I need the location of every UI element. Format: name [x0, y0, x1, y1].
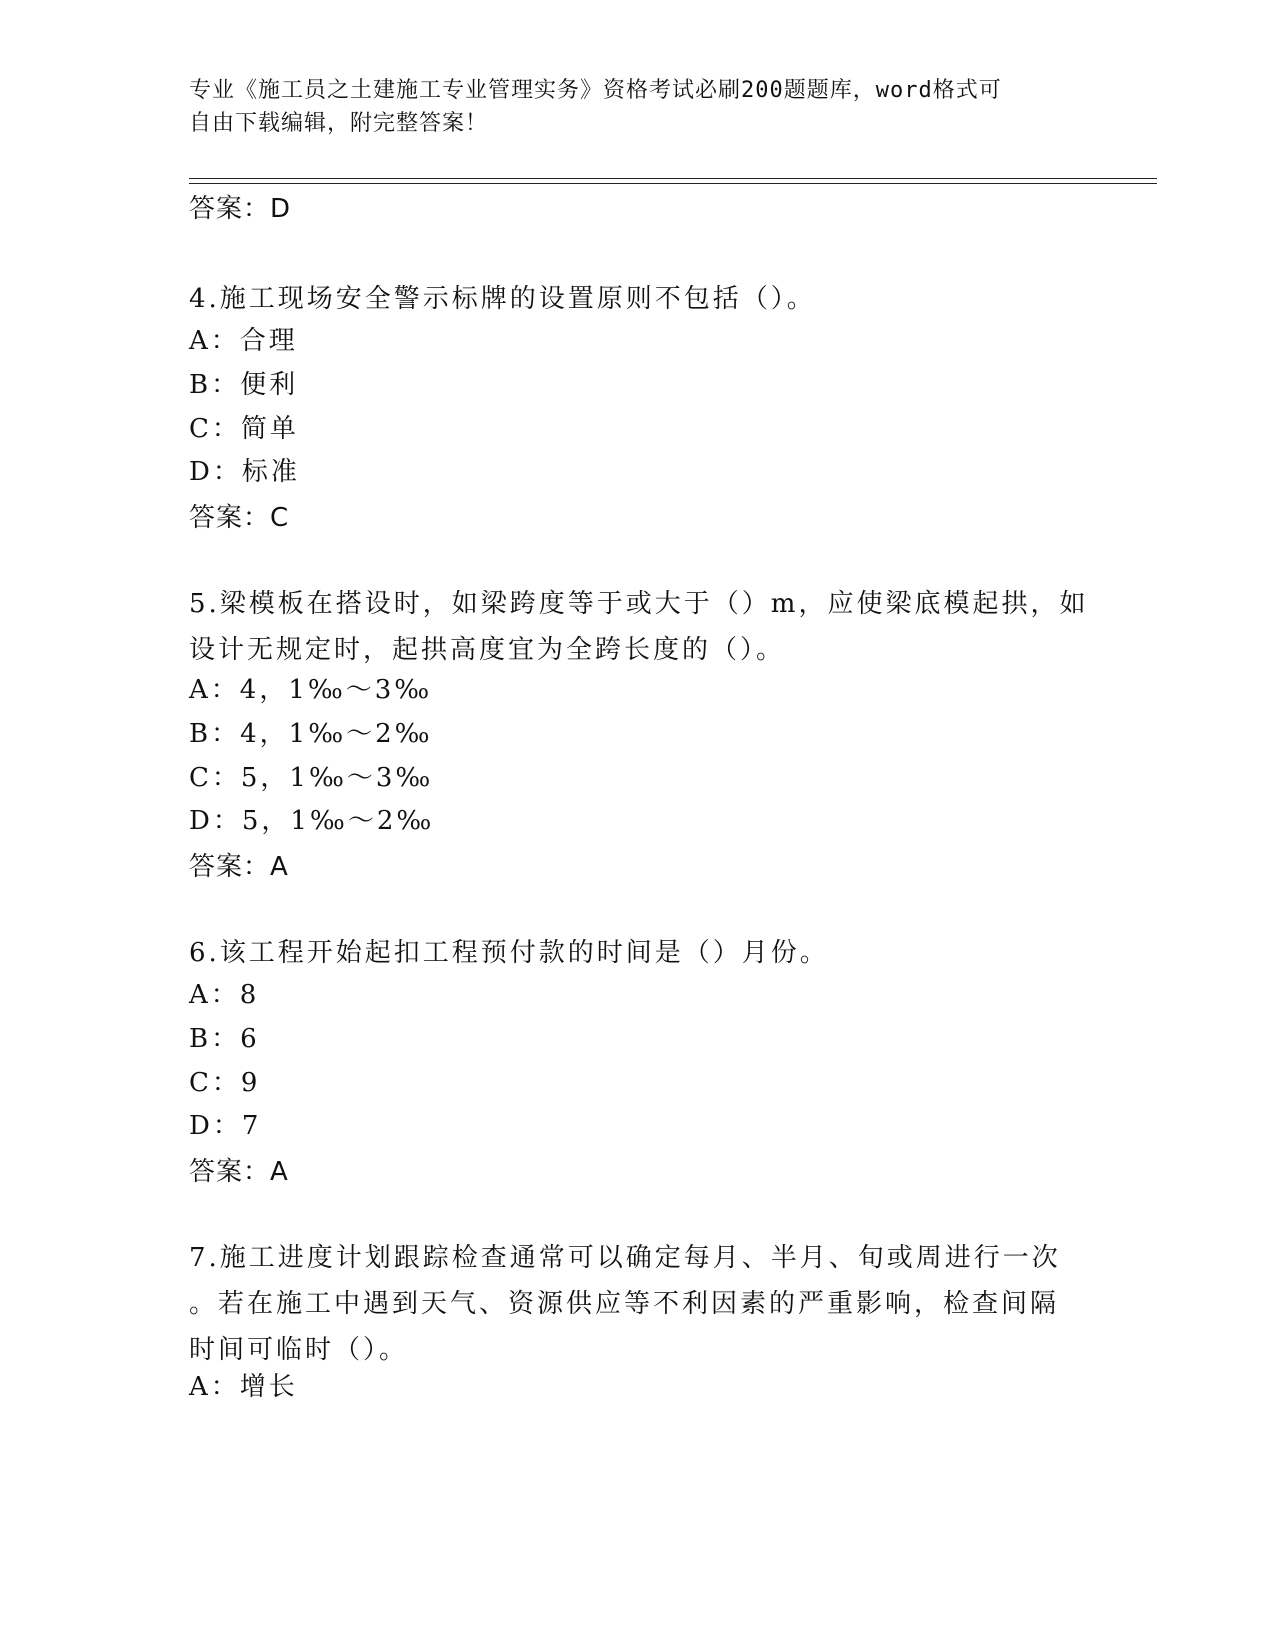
- question-6-option-c: C：9: [189, 1068, 261, 1098]
- header-line-2: 自由下载编辑，附完整答案！: [189, 111, 489, 136]
- question-4-option-b: B：便利: [189, 370, 299, 400]
- document-header: [189, 74, 1069, 140]
- question-6-line-1: 6.该工程开始起扣工程预付款的时间是（）月份。: [189, 938, 829, 968]
- question-7-text: [189, 1235, 1089, 1373]
- question-5-option-d: D：5，1‰～2‰: [189, 806, 435, 836]
- question-5-option-a: A：4，1‰～3‰: [189, 675, 433, 705]
- header-line-1: 专业《施工员之土建施工专业管理实务》资格考试必刷200题题库，word格式可: [189, 78, 1002, 103]
- question-4-option-c: C：简单: [189, 414, 299, 444]
- question-6-option-a: A：8: [189, 980, 260, 1010]
- question-5-answer: 答案：A: [189, 852, 289, 882]
- header-rule-top: [189, 178, 1157, 179]
- question-6-option-d: D：7: [189, 1111, 262, 1141]
- question-4-line-1: 4.施工现场安全警示标牌的设置原则不包括（）。: [189, 284, 816, 314]
- question-7-line-1: 7.施工进度计划跟踪检查通常可以确定每月、半月、旬或周进行一次: [189, 1243, 1061, 1273]
- question-4-answer: 答案：C: [189, 503, 290, 533]
- question-4-text: [189, 276, 1089, 322]
- question-5-line-1: 5.梁模板在搭设时，如梁跨度等于或大于（）m，应使梁底模起拱，如: [189, 589, 1089, 619]
- question-5-option-b: B：4，1‰～2‰: [189, 719, 433, 749]
- question-6-option-b: B：6: [189, 1024, 260, 1054]
- question-7-line-2: 。若在施工中遇到天气、资源供应等不利因素的严重影响，检查间隔: [189, 1289, 1060, 1319]
- question-4-option-a: A：合理: [189, 326, 298, 356]
- question-6-text: [189, 930, 1089, 976]
- question-7-option-a: A：增长: [189, 1372, 298, 1402]
- question-6-answer: 答案：A: [189, 1157, 289, 1187]
- question-5-option-c: C：5，1‰～3‰: [189, 763, 434, 793]
- question-5-line-2: 设计无规定时，起拱高度宜为全跨长度的（）。: [189, 635, 786, 665]
- question-7-line-3: 时间可临时（）。: [189, 1335, 409, 1365]
- previous-answer: 答案：D: [189, 194, 292, 224]
- question-5-text: [189, 581, 1089, 673]
- question-4-option-d: D：标准: [189, 457, 300, 487]
- header-rule-bottom: [189, 183, 1157, 184]
